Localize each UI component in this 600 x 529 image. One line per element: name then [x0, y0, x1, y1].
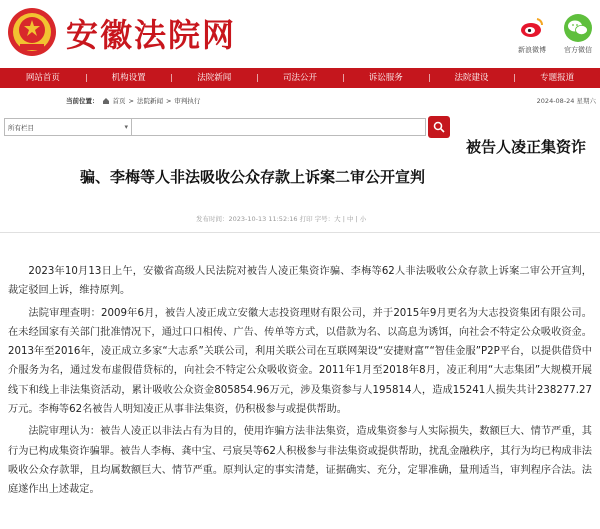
- search-button[interactable]: [428, 116, 450, 138]
- breadcrumb: [66, 96, 200, 105]
- weixin-link[interactable]: [558, 14, 598, 55]
- weibo-link[interactable]: [512, 14, 552, 55]
- weixin-label: 官方微信: [564, 46, 592, 54]
- breadcrumb-prefix: 当前位置：: [66, 97, 99, 105]
- article-paragraph: 法院审理查明：2009年6月，被告人凌正成立安徽大志投资理财有限公司，并于2015年9月更名为大志投资集团有限公司。在未经国家有关部门批准情况下，通过口口相传、广告、传单等方式，以借款为名、以高息为诱饵，向社会不特定公众吸收资金。2013年至2016年，凌正成立多家“大志系”关联公司，利用关联公司在互联网架设“安捷财富”“智佳金服”P2P平台，以提供借贷中介服务为名，通过发布虚假借贷标的，向社会不特定公众吸收资金。2011年1月至2018年8月，凌正利用“大志集团”大规模开展线下和线上非法集资活动，累计吸收公众资金805854.96万元，涉及集资参与人195814人，造成15241人损失共计238277.27万元。李梅等62名被告人明知凌正从事非法集资，仍积极参与或提供帮助。: [8, 307, 592, 416]
- breadcrumb-court-news[interactable]: 法院新闻: [136, 97, 163, 105]
- site-header: [0, 0, 600, 68]
- wechat-icon: [564, 14, 592, 42]
- main-nav: [0, 68, 600, 88]
- article-paragraph: 2023年10月13日上午，安徽省高级人民法院对被告人凌正集资诈骗、李梅等62人非法吸收公众存款上诉案二审公开宣判，裁定驳回上诉，维持原判。: [8, 266, 592, 297]
- breadcrumb-separator: >: [165, 96, 172, 105]
- divider: [0, 232, 600, 233]
- nav-item-court-building[interactable]: 法院建设: [429, 68, 515, 88]
- current-date: 2024-08-24 星期六: [536, 97, 596, 105]
- article-title-line-2: 骗、李梅等人非法吸收公众存款上诉案二审公开宣判: [80, 168, 426, 186]
- breadcrumb-trial-execution[interactable]: 审判执行: [174, 97, 201, 105]
- nav-item-home[interactable]: 网站首页: [25, 73, 60, 83]
- article-title-line-1: 被告人凌正集资诈: [465, 138, 586, 156]
- column-select[interactable]: [4, 118, 132, 136]
- chevron-down-icon: ▾: [124, 123, 128, 131]
- article-meta: 发布时间：2023-10-13 11:52:16 打印 字号：大 | 中 | 小: [196, 215, 367, 223]
- search-input[interactable]: [132, 118, 426, 136]
- weibo-label: 新浪微博: [518, 46, 546, 54]
- search-bar: [4, 116, 450, 138]
- article-body: [8, 262, 592, 500]
- search-icon: [433, 121, 445, 133]
- breadcrumb-home[interactable]: 首页: [112, 97, 126, 105]
- breadcrumb-separator: >: [128, 96, 134, 105]
- court-emblem-icon: [6, 6, 58, 58]
- article-paragraph: 法院审理认为：被告人凌正以非法占有为目的，使用诈骗方法非法集资，造成集资参与人实际损失，数额巨大、情节严重，其行为已构成集资诈骗罪。被告人李梅、龚中宝、弓宸昊等62人积极参与非法集资或提供帮助，扰乱金融秩序，其行为均已构成非法吸收公众存款罪，且均属数额巨大、情节严重。原判认定的事实清楚，证据确实、充分，定罪准确，量刑适当，审判程序合法。法庭遂作出上述裁定。: [8, 426, 592, 496]
- home-icon: [102, 97, 110, 105]
- site-title[interactable]: 安徽法院网: [66, 16, 237, 54]
- nav-item-court-news[interactable]: 法院新闻: [171, 68, 257, 88]
- nav-item-judicial-disclosure[interactable]: 司法公开: [257, 68, 343, 88]
- nav-item-litigation-service[interactable]: 诉讼服务: [343, 68, 429, 88]
- nav-item-special-reports[interactable]: 专题报道: [514, 68, 600, 88]
- weibo-icon: [518, 14, 546, 42]
- nav-item-institutions[interactable]: 机构设置: [86, 68, 172, 88]
- column-select-value: 所有栏目: [8, 123, 34, 132]
